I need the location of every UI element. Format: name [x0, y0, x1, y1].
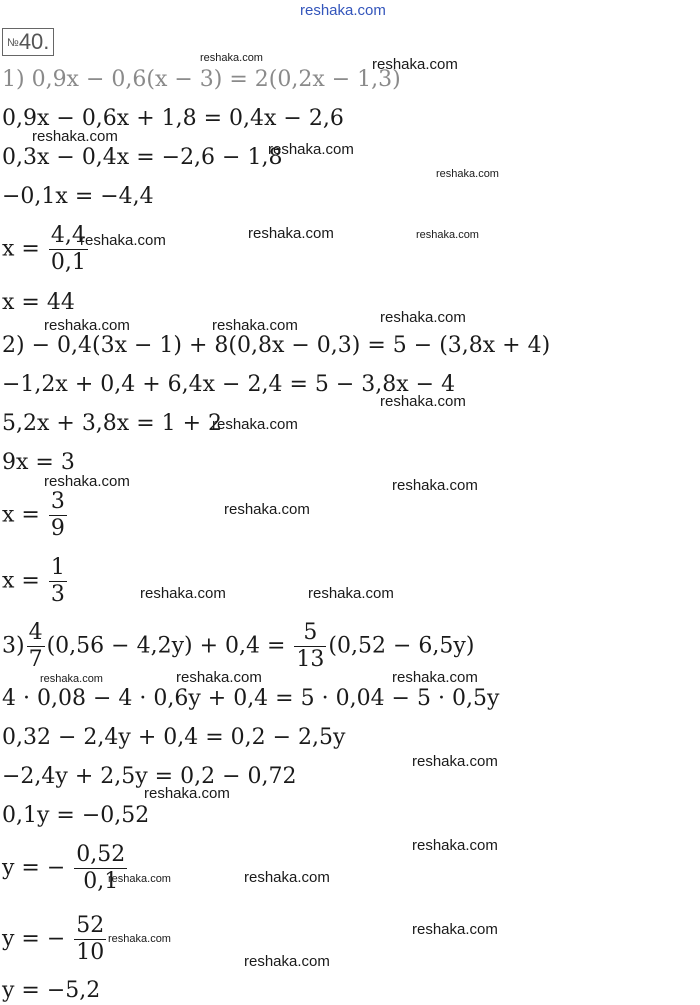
watermark: reshaka.com	[212, 416, 298, 433]
fraction	[49, 555, 67, 608]
numerator: 52	[76, 913, 105, 938]
lhs: x =	[2, 502, 40, 528]
numerator: 0,52	[76, 842, 126, 867]
part3-step2: 0,32 − 2,4y + 0,4 = 0,2 − 2,5y	[2, 725, 346, 750]
lhs: x =	[2, 236, 40, 262]
problem-number-badge	[2, 28, 54, 56]
part2-fraction1	[2, 489, 69, 542]
watermark: reshaka.com	[412, 921, 498, 938]
part3-step4: 0,1y = −0,52	[2, 803, 150, 828]
watermark: reshaka.com	[108, 933, 171, 945]
watermark: reshaka.com	[436, 168, 499, 180]
watermark: reshaka.com	[44, 473, 130, 490]
part2-step2: 5,2x + 3,8x = 1 + 2	[2, 411, 223, 436]
watermark: reshaka.com	[268, 141, 354, 158]
fraction-left	[27, 620, 45, 673]
watermark: reshaka.com	[224, 501, 310, 518]
prefix: 3)	[2, 633, 25, 659]
watermark: reshaka.com	[392, 669, 478, 686]
denominator: 0,1	[50, 250, 86, 275]
watermark: reshaka.com	[308, 585, 394, 602]
lhs: y = −	[2, 926, 66, 952]
part1-step3: −0,1x = −4,4	[2, 184, 154, 209]
part3-step1: 4 · 0,08 − 4 · 0,6y + 0,4 = 5 · 0,04 − 5 · 0,5y	[2, 686, 500, 711]
fraction-right	[294, 620, 326, 673]
watermark: reshaka.com	[32, 128, 118, 145]
watermark: reshaka.com	[200, 52, 263, 64]
watermark: reshaka.com	[40, 673, 103, 685]
watermark: reshaka.com	[44, 317, 130, 334]
numerator: 4,4	[50, 223, 86, 248]
part2-fraction2	[2, 555, 69, 608]
part1-step1: 0,9x − 0,6x + 1,8 = 0,4x − 2,6	[2, 106, 344, 131]
watermark: reshaka.com	[80, 232, 166, 249]
part3-fraction2	[2, 913, 108, 966]
denominator: 9	[50, 516, 65, 541]
watermark: reshaka.com	[392, 477, 478, 494]
watermark: reshaka.com	[248, 225, 334, 242]
part3-fraction1	[2, 842, 129, 895]
watermark: reshaka.com	[412, 837, 498, 854]
part3-step3: −2,4y + 2,5y = 0,2 − 0,72	[2, 764, 297, 789]
watermark: reshaka.com	[108, 873, 171, 885]
middle: (0,56 − 4,2y) + 0,4 =	[46, 633, 286, 659]
watermark: reshaka.com	[212, 317, 298, 334]
fraction	[74, 842, 127, 895]
part1-answer: x = 44	[2, 290, 75, 315]
site-header[interactable]: reshaka.com	[300, 2, 386, 19]
watermark: reshaka.com	[176, 669, 262, 686]
part1-step2: 0,3x − 0,4x = −2,6 − 1,8	[2, 145, 283, 170]
fraction	[74, 913, 106, 966]
watermark: reshaka.com	[416, 229, 479, 241]
denominator: 13	[296, 647, 325, 672]
watermark: reshaka.com	[144, 785, 230, 802]
fraction	[49, 489, 67, 542]
part2-step3: 9x = 3	[2, 450, 75, 475]
badge-number: 40.	[18, 29, 50, 54]
watermark: reshaka.com	[412, 753, 498, 770]
lhs: x =	[2, 568, 40, 594]
part2-equation: 2) − 0,4(3x − 1) + 8(0,8x − 0,3) = 5 − (3,8x + 4)	[2, 333, 551, 358]
watermark: reshaka.com	[140, 585, 226, 602]
numerator: 1	[50, 555, 65, 580]
lhs: y = −	[2, 855, 66, 881]
fraction	[49, 223, 88, 276]
part2-step1: −1,2x + 0,4 + 6,4x − 2,4 = 5 − 3,8x − 4	[2, 372, 456, 397]
denominator: 0,1	[83, 869, 119, 894]
watermark: reshaka.com	[380, 309, 466, 326]
numerator: 3	[50, 489, 65, 514]
denominator: 7	[28, 647, 43, 672]
part1-equation: 1) 0,9x − 0,6(x − 3) = 2(0,2x − 1,3)	[2, 67, 401, 92]
watermark: reshaka.com	[244, 869, 330, 886]
denominator: 10	[76, 940, 105, 965]
denominator: 3	[50, 582, 65, 607]
watermark: reshaka.com	[244, 953, 330, 970]
part1-fraction	[2, 223, 90, 276]
watermark: reshaka.com	[380, 393, 466, 410]
watermark: reshaka.com	[372, 56, 458, 73]
badge-no-sign: №	[7, 37, 19, 50]
numerator: 4	[28, 620, 43, 645]
part3-answer: y = −5,2	[2, 978, 101, 1003]
part3-equation	[2, 620, 474, 673]
end: (0,52 − 6,5y)	[328, 633, 475, 659]
numerator: 5	[294, 620, 326, 647]
